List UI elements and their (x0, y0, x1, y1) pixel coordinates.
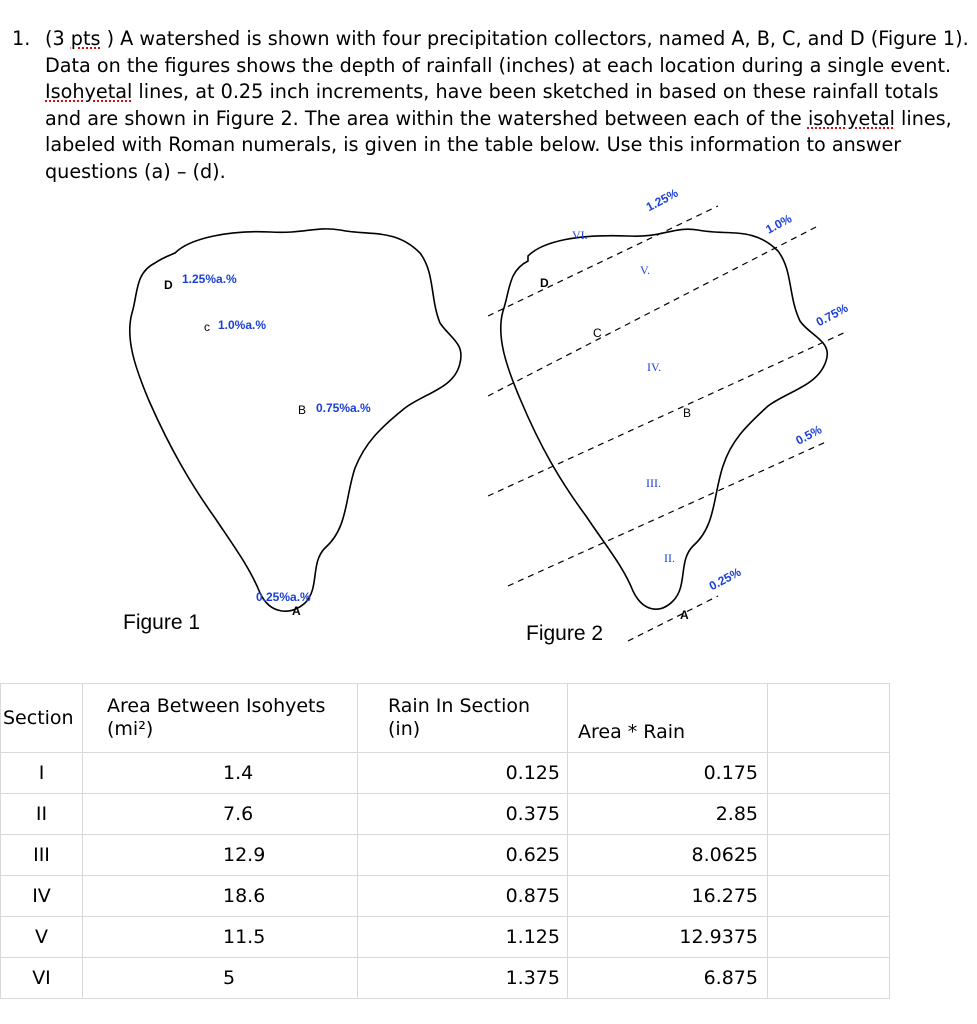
cell-product: 6.875 (568, 958, 768, 999)
pts-word: pts (70, 27, 101, 50)
header-empty (768, 684, 890, 753)
problem-text-3: lines, labeled with Roman numerals, is given in the table below. Use this information to answer questions (a) – (d). (45, 106, 952, 183)
cell-empty (768, 753, 890, 794)
isohyet-line-1-25 (488, 206, 718, 316)
cell-section: II (1, 794, 83, 835)
cell-empty (768, 876, 890, 917)
section-label-v: V. (640, 263, 651, 277)
table-header-row (1, 684, 890, 753)
point-d-value: 1.25%a.% (182, 272, 237, 286)
cell-product: 12.9375 (568, 917, 768, 958)
fig2-point-d: D (540, 276, 549, 290)
point-c-value: 1.0%a.% (218, 318, 267, 332)
figure-1-map (120, 218, 480, 628)
isohyetal-word-2: isohyetal (807, 106, 895, 130)
cell-area: 1.4 (83, 753, 358, 794)
table-row (1, 917, 890, 958)
cell-rain: 0.625 (358, 835, 568, 876)
problem-number: 1. (12, 27, 31, 50)
table-row (1, 835, 890, 876)
cell-section: VI (1, 958, 83, 999)
cell-area: 11.5 (83, 917, 358, 958)
figure-2-label: Figure 2 (526, 622, 604, 645)
section-label-iv: IV. (647, 360, 662, 374)
cell-rain: 1.375 (358, 958, 568, 999)
cell-section: III (1, 835, 83, 876)
header-area: Area Between Isohyets (mi²) (83, 684, 358, 753)
pts-open: (3 (45, 27, 71, 50)
cell-product: 2.85 (568, 794, 768, 835)
fig2-point-b: B (683, 406, 692, 420)
problem-statement (12, 26, 974, 185)
cell-empty (768, 958, 890, 999)
isohyet-line-0-75 (488, 331, 848, 496)
isohyet-label-0-25: 0.25% (706, 564, 744, 594)
cell-rain: 0.125 (358, 753, 568, 794)
section-label-iii: III. (646, 476, 661, 490)
isohyet-lines (488, 206, 848, 641)
header-section: Section (1, 684, 83, 753)
cell-area: 5 (83, 958, 358, 999)
cell-empty (768, 794, 890, 835)
point-a-marker: A (292, 604, 301, 618)
section-label-ii: II. (664, 551, 675, 565)
cell-area: 18.6 (83, 876, 358, 917)
watershed-outline-1 (130, 229, 461, 611)
cell-product: 16.275 (568, 876, 768, 917)
point-a-value: 0.25%a.% (256, 590, 311, 604)
problem-text-1: ) A watershed is shown with four precipitation collectors, named A, B, C, and D (Figure 1). Data on the figures shows the depth of rainfall (inches) at each location during a single event. (45, 27, 969, 77)
problem-text-2: lines, at 0.25 inch increments, have been sketched in based on these rainfall totals and are shown in Figure 2. The area within the watershed between each of the (45, 80, 939, 130)
figure-2-map (488, 196, 858, 646)
cell-area: 12.9 (83, 835, 358, 876)
isohyet-label-1-25: 1.25% (643, 185, 681, 215)
table-row (1, 794, 890, 835)
table-row (1, 958, 890, 999)
isohyet-label-0-5: 0.5% (793, 422, 825, 448)
cell-rain: 0.375 (358, 794, 568, 835)
table-row (1, 876, 890, 917)
cell-section: V (1, 917, 83, 958)
cell-area: 7.6 (83, 794, 358, 835)
cell-empty (768, 835, 890, 876)
point-b-value: 0.75%a.% (316, 401, 371, 415)
table-row (1, 753, 890, 794)
cell-rain: 0.875 (358, 876, 568, 917)
problem-text (45, 26, 974, 185)
header-rain: Rain In Section (in) (358, 684, 568, 753)
cell-empty (768, 917, 890, 958)
cell-product: 0.175 (568, 753, 768, 794)
point-c-marker: c (204, 320, 210, 334)
point-d-marker: D (164, 278, 173, 292)
header-area-rain: Area * Rain (568, 684, 768, 753)
isohyet-label-1-0: 1.0% (763, 211, 795, 237)
cell-section: I (1, 753, 83, 794)
isohyet-table (0, 683, 890, 999)
cell-section: IV (1, 876, 83, 917)
fig2-point-a: A (680, 608, 689, 622)
figure-1-label: Figure 1 (123, 611, 201, 634)
isohyet-label-0-75: 0.75% (813, 300, 851, 330)
section-label-vi: VI. (572, 228, 588, 242)
cell-rain: 1.125 (358, 917, 568, 958)
cell-product: 8.0625 (568, 835, 768, 876)
isohyetal-word-1: Isohyetal (45, 80, 133, 103)
point-b-marker: B (298, 403, 307, 417)
fig2-point-c: C (593, 326, 602, 340)
